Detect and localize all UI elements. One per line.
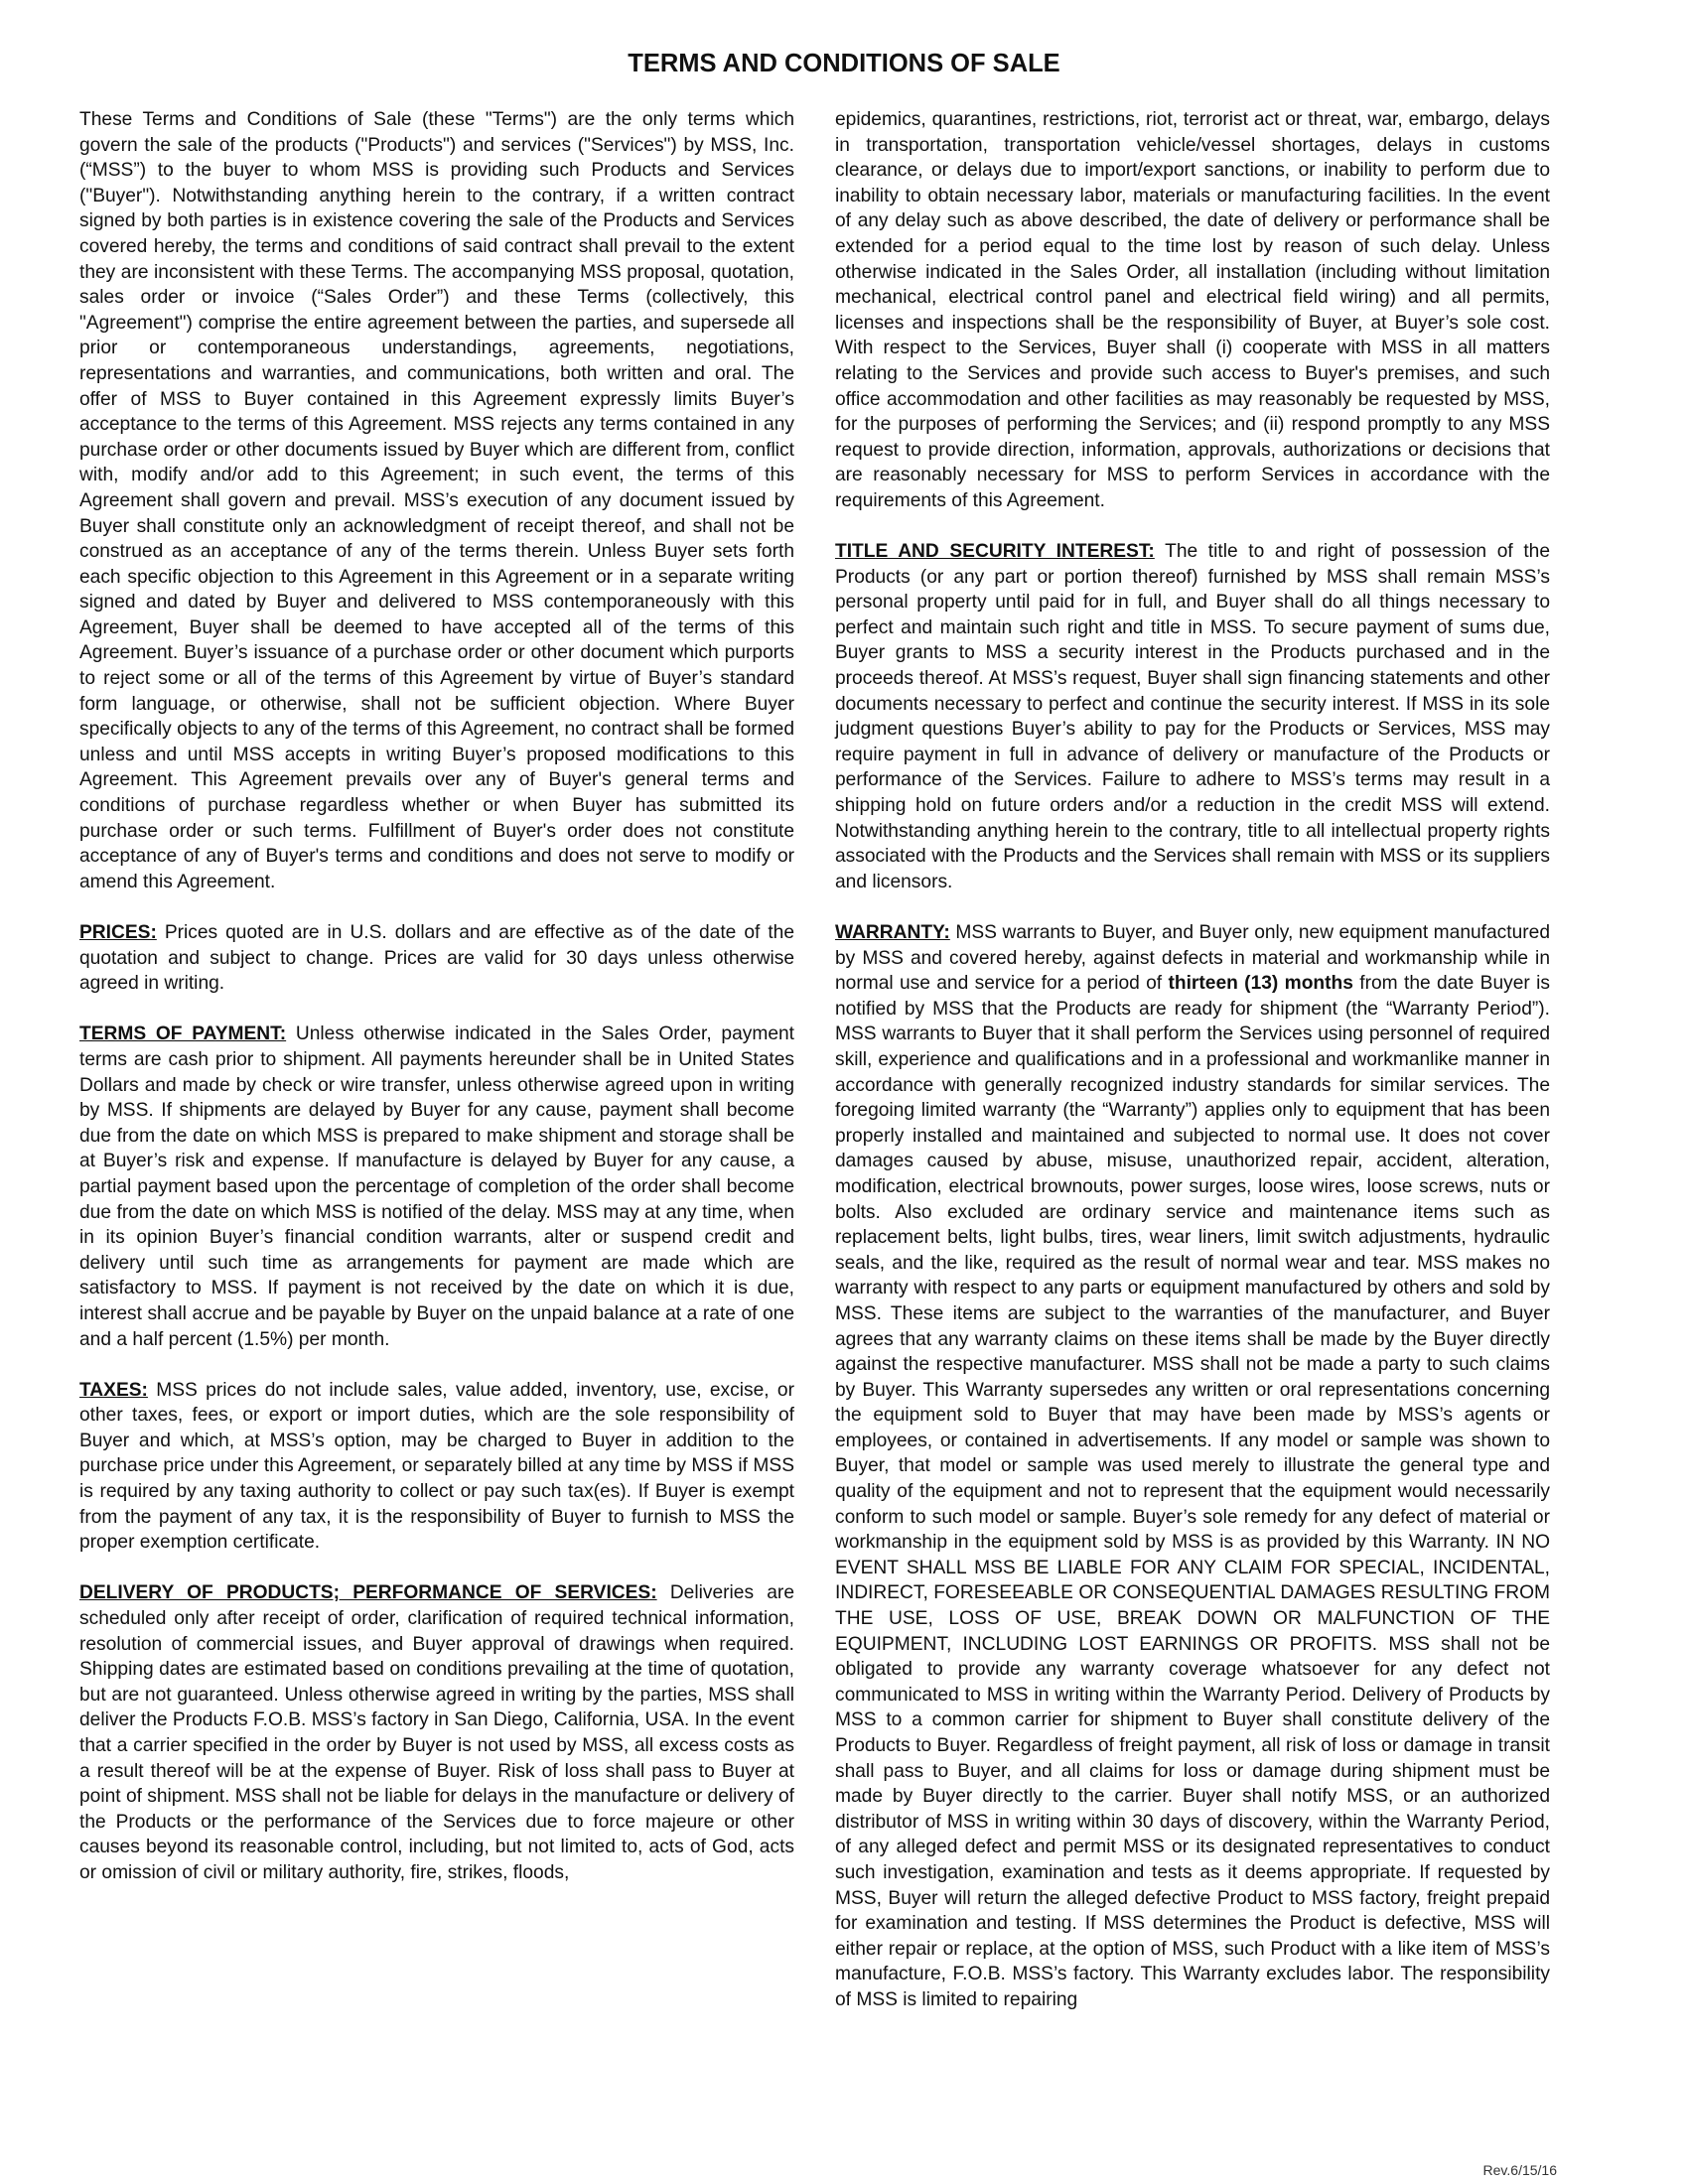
prices-text: Prices quoted are in U.S. dollars and are effective as of the date of the quotation and subject to change. Prices are valid for 30 days unless otherwise agreed in writing. — [79, 922, 794, 995]
warranty-text-a: MSS warrants to Buyer, and Buyer only, new equipment manufactured by MSS and covered hereby, against defects in material and workmanship while in normal use and service for a period of — [835, 922, 1550, 995]
taxes-text: MSS prices do not include sales, value added, inventory, use, excise, or other taxes, fees, or export or import duties, which are the sole responsibility of Buyer and which, at MSS’s option, may be charged to Buyer in addition to the purchase price under this Agreement, or separately billed at any time by MSS if MSS is required by any taxing authority to collect or pay such tax(es). If Buyer is exempt from the payment of any tax, it is the responsibility of Buyer to furnish to MSS the proper exemption certificate. — [79, 1379, 794, 1554]
intro-text: These Terms and Conditions of Sale (these "Terms") are the only terms which govern the sale of the products ("Products") and services ("Services") by MSS, Inc. (“MSS”) to the buyer to whom MSS is providing such Products and Services ("Buyer"). Notwithstanding anything herein to the contrary, if a written contract signed by both parties is in existence covering the sale of the Products and Services covered hereby, the terms and conditions of said contract shall prevail to the extent they are inconsistent with these Terms. The accompanying MSS proposal, quotation, sales order or invoice (“Sales Order”) and these Terms (collectively, this "Agreement") comprise the entire agreement between the parties, and supersede all prior or contemporaneous understandings, agreements, negotiations, representations and warranties, and communications, both written and oral. The offer of MSS to Buyer contained in this Agreement expressly limits Buyer’s acceptance to the terms of this Agreement. MSS rejects any terms contained in any purchase order or other documents issued by Buyer which are different from, conflict with, modify and/or add to this Agreement; in such event, the terms of this Agreement shall govern and prevail. MSS’s execution of any document issued by Buyer shall constitute only an acknowledgment of receipt thereof, and shall not be construed as an acceptance of any of the terms therein. Unless Buyer sets forth each specific objection to this Agreement in this Agreement or in a separate writing signed and dated by Buyer and delivered to MSS contemporaneously with this Agreement, Buyer shall be deemed to have accepted all of the terms of this Agreement. Buyer’s issuance of a purchase order or other document which purports to reject some or all of the terms of this Agreement by virtue of Buyer’s standard form language, or otherwise, shall not be sufficient objection. Where Buyer specifically objects to any of the terms of this Agreement, no contract shall be formed unless and until MSS accepts in writing Buyer’s proposed modifications to this Agreement. This Agreement prevails over any of Buyer's general terms and conditions of purchase regardless whether or when Buyer has submitted its purchase order or such terms. Fulfillment of Buyer's order does not constitute acceptance of any of Buyer's terms and conditions and does not serve to modify or amend this Agreement. — [79, 109, 794, 892]
prices-section — [79, 920, 794, 997]
warranty-text-b: from the date Buyer is notified by MSS that the Products are ready for shipment (the “Warranty Period”). MSS warrants to Buyer that it shall perform the Services using personnel of required skill, experience and qualifications and in a professional and workmanlike manner in accordance with generally recognized industry standards for similar services. The foregoing limited warranty (the “Warranty”) applies only to equipment that has been properly installed and maintained and subjected to normal use. It does not cover damages caused by abuse, misuse, unauthorized repair, accident, alteration, modification, electrical brownouts, power surges, loose wires, loose screws, nuts or bolts. Also excluded are ordinary service and maintenance items such as replacement belts, light bulbs, tires, wear liners, limit switch adjustments, hydraulic seals, and the like, required as the result of normal wear and tear. MSS makes no warranty with respect to any parts or equipment manufactured by others and sold by MSS. These items are subject to the warranties of the manufacturer, and Buyer agrees that any warranty claims on these items shall be made by the Buyer directly against the respective manufacturer. MSS shall not be made a party to such claims by Buyer. This Warranty supersedes any written or oral representations concerning the equipment sold to Buyer that may have been made by MSS’s agents or employees, or contained in advertisements. If any model or sample was shown to Buyer, that model or sample was used merely to illustrate the general type and quality of the equipment and not to represent that the equipment would necessarily conform to such model or sample. Buyer’s sole remedy for any defect of material or workmanship in the equipment sold by MSS is as provided by this Warranty. IN NO EVENT SHALL MSS BE LIABLE FOR ANY CLAIM FOR SPECIAL, INCIDENTAL, INDIRECT, FORESEEABLE OR CONSEQUENTIAL DAMAGES RESULTING FROM THE USE, LOSS OF USE, BREAK DOWN OR MALFUNCTION OF THE EQUIPMENT, INCLUDING LOST EARNINGS OR PROFITS. MSS shall not be obligated to provide any warranty coverage whatsoever for any defect not communicated to MSS in writing within the Warranty Period. Delivery of Products by MSS to a common carrier for shipment to Buyer shall constitute delivery of the Products to Buyer. Regardless of freight payment, all risk of loss or damage in transit shall pass to Buyer, and all claims for loss or damage during shipment must be made by Buyer directly to the carrier. Buyer shall notify MSS, or an authorized distributor of MSS in writing within 30 days of discovery, within the Warranty Period, of any alleged defect and permit MSS or its designated representatives to conduct such investigation, examination and tests as it deems appropriate. If requested by MSS, Buyer will return the alleged defective Product to MSS factory, freight prepaid for examination and testing. If MSS determines the Product is defective, MSS will either repair or replace, at the option of MSS, such Product with a like item of MSS’s manufacture, F.O.B. MSS’s factory. This Warranty excludes labor. The responsibility of MSS is limited to repairing — [835, 973, 1550, 2010]
warranty-heading: WARRANTY: — [835, 922, 950, 943]
warranty-period-bold: thirteen (13) months — [1168, 973, 1353, 995]
payment-text: Unless otherwise indicated in the Sales Order, payment terms are cash prior to shipment. All payments hereunder shall be in United States Dollars and made by check or wire transfer, unless otherwise agreed upon in writing by MSS. If shipments are delayed by Buyer for any cause, payment shall become due from the date on which MSS is prepared to make shipment and storage shall be at Buyer’s risk and expense. If manufacture is delayed by Buyer for any cause, a partial payment based upon the percentage of completion of the order shall become due from the date on which MSS is notified of the delay. MSS may at any time, when in its opinion Buyer’s financial condition warrants, alter or suspend credit and delivery until such time as arrangements for payment are made which are satisfactory to MSS. If payment is not received by the date on which it is due, interest shall accrue and be payable by Buyer on the unpaid balance at a rate of one and a half percent (1.5%) per month. — [79, 1024, 794, 1350]
delivery-text: Deliveries are scheduled only after receipt of order, clarification of required technical information, resolution of commercial issues, and Buyer approval of drawings when required. Shipping dates are estimated based on conditions prevailing at the time of quotation, but are not guaranteed. Unless otherwise agreed in writing by the parties, MSS shall deliver the Products F.O.B. MSS’s factory in San Diego, California, USA. In the event that a carrier specified in the order by Buyer is not used by MSS, all excess costs as a result thereof will be at the expense of Buyer. Risk of loss shall pass to Buyer at point of shipment. MSS shall not be liable for delays in the manufacture or delivery of the Products or the performance of the Services due to force majeure or other causes beyond its reasonable control, including, but not limited to, acts of God, acts or omission of civil or military authority, fire, strikes, floods, — [79, 1582, 794, 1883]
delivery-section — [79, 1580, 794, 1885]
revision-label: Rev.6/15/16 — [1482, 2162, 1557, 2178]
intro-paragraph — [79, 107, 794, 894]
delivery-continued — [835, 107, 1550, 514]
payment-section — [79, 1022, 794, 1352]
right-column — [835, 107, 1550, 2013]
delivery-heading: DELIVERY OF PRODUCTS; PERFORMANCE OF SERVICES: — [79, 1582, 657, 1604]
payment-heading: TERMS OF PAYMENT: — [79, 1024, 287, 1045]
taxes-heading: TAXES: — [79, 1379, 148, 1401]
taxes-section — [79, 1378, 794, 1556]
title-security-text: The title to and right of possession of the Products (or any part or portion thereof) furnished by MSS shall remain MSS’s personal property until paid for in full, and Buyer shall do all things necessary to perfect and maintain such right and title in MSS. To secure payment of sums due, Buyer grants to MSS a security interest in the Products purchased and in the proceeds thereof. At MSS’s request, Buyer shall sign financing statements and other documents necessary to perfect and continue the security interest. If MSS in its sole judgment questions Buyer’s ability to pay for the Products or Services, MSS may require payment in full in advance of delivery or manufacture of the Products or performance of the Services. Failure to adhere to MSS’s terms may result in a shipping hold on future orders and/or a reduction in the credit MSS will extend. Notwithstanding anything herein to the contrary, title to all intellectual property rights associated with the Products and the Services shall remain with MSS or its suppliers and licensors. — [835, 541, 1550, 892]
title-security-heading: TITLE AND SECURITY INTEREST: — [835, 541, 1155, 563]
delivery-continued-text: epidemics, quarantines, restrictions, riot, terrorist act or threat, war, embargo, delays in transportation, transportation vehicle/vessel shortages, delays in customs clearance, or delays due to import/export sanctions, or inability to perform due to inability to obtain necessary labor, materials or manufacturing facilities. In the event of any delay such as above described, the date of delivery or performance shall be extended for a period equal to the time lost by reason of such delay. Unless otherwise indicated in the Sales Order, all installation (including without limitation mechanical, electrical control panel and electrical field wiring) and all permits, licenses and inspections shall be the responsibility of Buyer, at Buyer’s sole cost. With respect to the Services, Buyer shall (i) cooperate with MSS in all matters relating to the Services and provide such access to Buyer's premises, and such office accommodation and other facilities as may reasonably be requested by MSS, for the purposes of performing the Services; and (ii) respond promptly to any MSS request to provide direction, information, approvals, authorizations or decisions that are reasonably necessary for MSS to perform Services in accordance with the requirements of this Agreement. — [835, 109, 1550, 511]
prices-heading: PRICES: — [79, 922, 157, 943]
left-column — [79, 107, 794, 1886]
warranty-section — [835, 920, 1550, 2013]
document-title: TERMS AND CONDITIONS OF SALE — [628, 50, 1060, 77]
title-security-section — [835, 539, 1550, 894]
